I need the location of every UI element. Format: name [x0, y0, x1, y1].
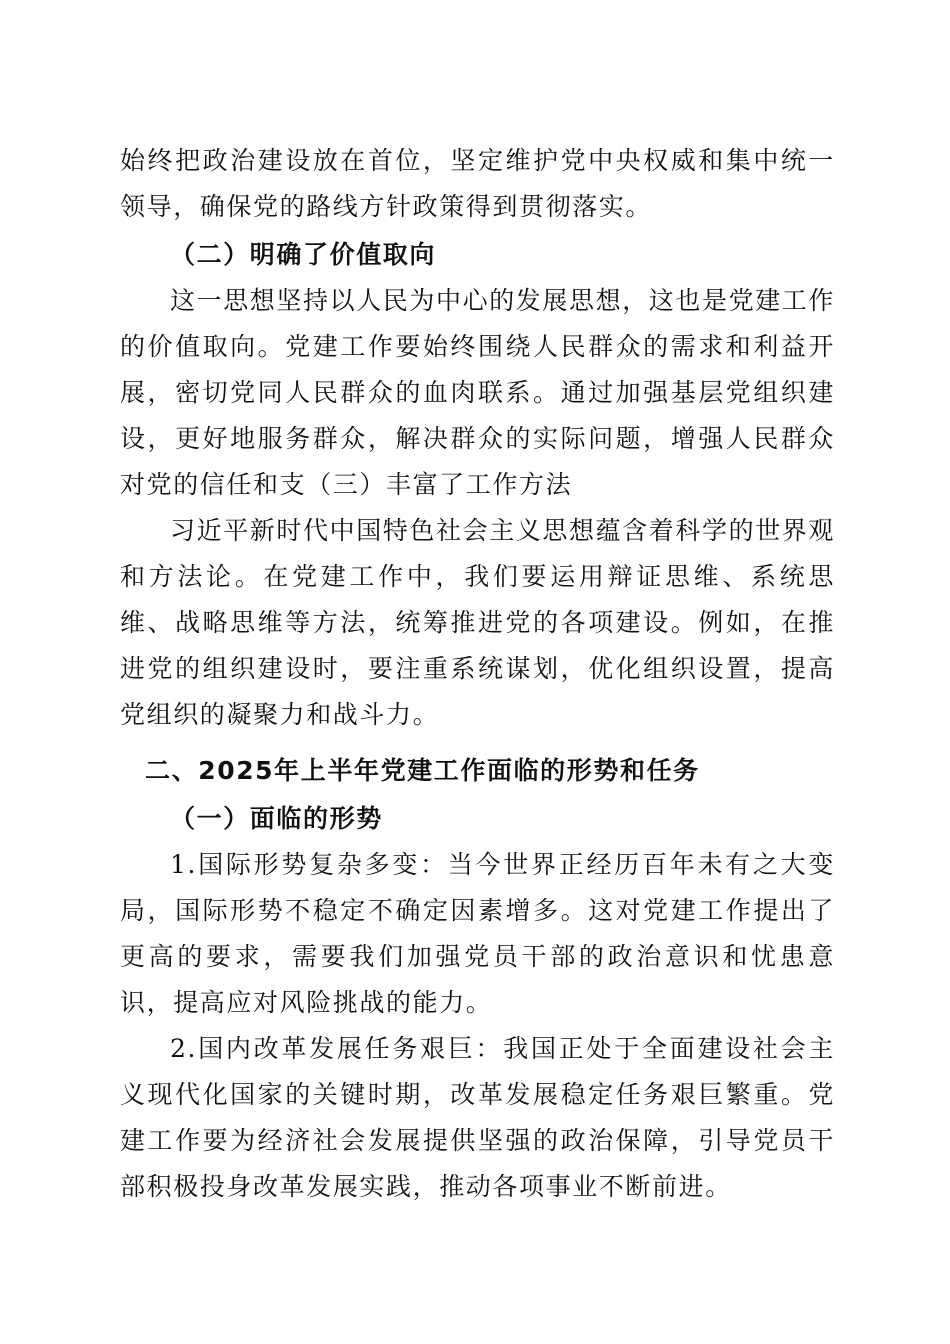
paragraph-domestic-reform: 2.国内改革发展任务艰巨：我国正处于全面建设社会主义现代化国家的关键时期，改革发展稳定任务艰巨繁重。党建工作要为经济社会发展提供坚强的政治保障，引导党员干部积极投身改革发展实践，推动各项事业不断前进。 — [120, 1034, 835, 1201]
paragraph-methodology: 习近平新时代中国特色社会主义思想蕴含着科学的世界观和方法论。在党建工作中，我们要运用辩证思维、系统思维、战略思维等方法，统筹推进党的各项建设。例如，在推进党的组织建设时，要注重系统谋划，优化组织设置，提高党组织的凝聚力和战斗力。 — [120, 516, 836, 729]
subheading-value-orientation: （二）明确了价值取向 — [170, 240, 437, 269]
subheading-situation: （一）面临的形势 — [170, 804, 383, 833]
paragraph-international-situation: 1.国际形势复杂多变：当今世界正经历百年未有之大变局，国际形势不稳定不确定因素增多。这对党建工作提出了更高的要求，需要我们加强党员干部的政治意识和忧患意识，提高应对风险挑战的能力。 — [120, 850, 835, 1017]
paragraph-people-centered: 这一思想坚持以人民为中心的发展思想，这也是党建工作的价值取向。党建工作要始终围绕人民群众的需求和利益开展，密切党同人民群众的血肉联系。通过加强基层党组织建设，更好地服务群众，解决群众的实际问题，增强人民群众对党的信任和支（三）丰富了工作方法 — [120, 286, 836, 499]
section-heading-situation-tasks: 二、2025年上半年党建工作面临的形势和任务 — [145, 756, 700, 785]
paragraph-political-construction: 始终把政治建设放在首位，坚定维护党中央权威和集中统一领导，确保党的路线方针政策得到贯彻落实。 — [120, 146, 835, 221]
document-body — [120, 138, 835, 1210]
